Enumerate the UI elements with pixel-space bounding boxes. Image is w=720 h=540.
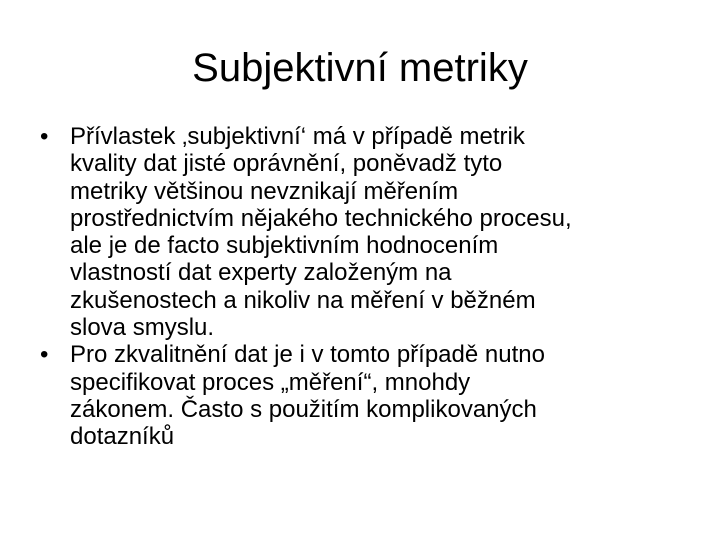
bullet-text-line: Pro zkvalitnění dat je i v tomto případě nutno [70, 341, 545, 369]
bullet-text-line: prostřednictvím nějakého technického procesu, [70, 204, 572, 232]
bullet-text-line: Přívlastek ‚subjektivní‘ má v případě metrik [70, 123, 525, 150]
bullet-icon: • [40, 341, 49, 369]
bullet-text-line: zkušenostech a nikoliv na měření v běžném [70, 286, 536, 314]
slide-title: Subjektivní metriky [192, 46, 528, 90]
bullet-text-line: kvality dat jisté oprávnění, poněvadž tyto [70, 150, 503, 178]
bullet-text-line: ale je de facto subjektivním hodnocením [70, 232, 499, 260]
bullet-list [38, 123, 678, 451]
bullet-item-measurement-process [38, 341, 678, 450]
bullet-text-line: dotazníků [70, 423, 175, 451]
bullet-text-line: slova smyslu. [70, 314, 215, 342]
bullet-item-subjective-attribute [38, 123, 678, 341]
bullet-text-line: specifikovat proces „měření“, mnohdy [70, 368, 471, 396]
bullet-text-line: vlastností dat experty založeným na [70, 259, 452, 287]
bullet-text-line: zákonem. Často s použitím komplikovaných [70, 395, 537, 423]
bullet-icon: • [40, 123, 49, 150]
bullet-text-line: metriky většinou nevznikají měřením [70, 177, 459, 205]
